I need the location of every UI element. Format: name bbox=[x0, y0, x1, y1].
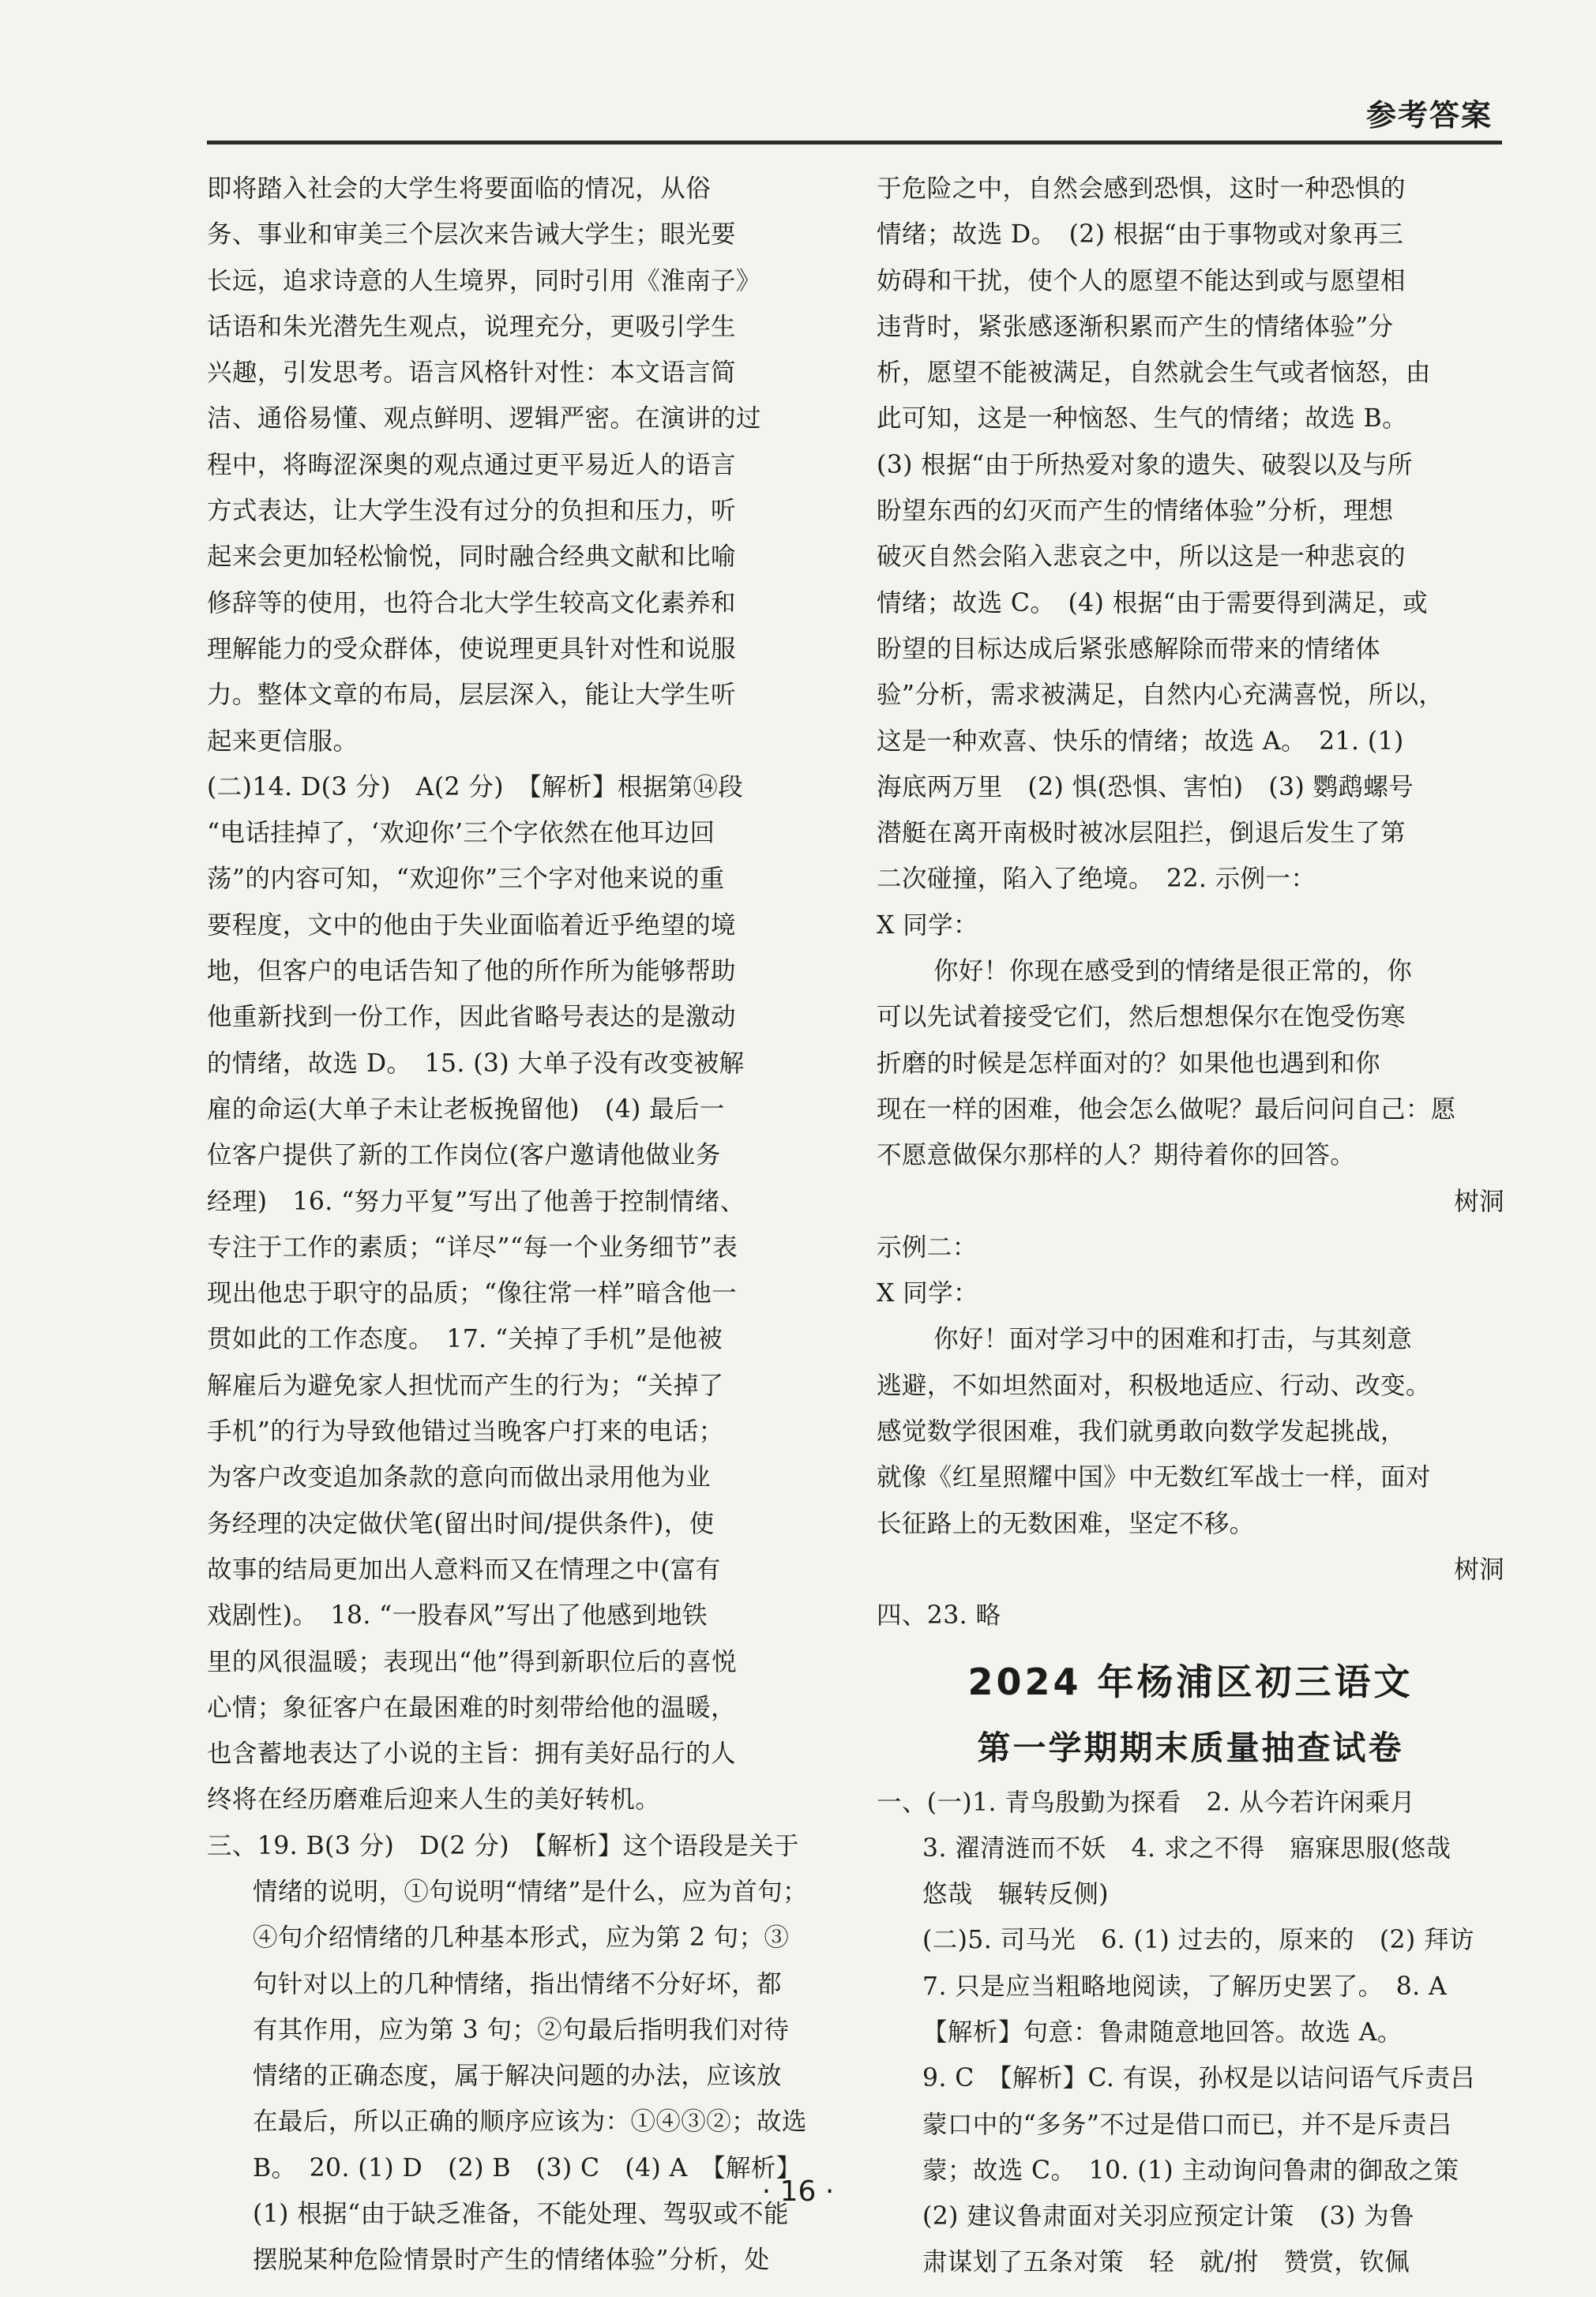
text-line: 的情绪，故选 D。 15. (3) 大单子没有改变被解 bbox=[207, 1049, 745, 1078]
text-line: (二)5. 司马光 6. (1) 过去的，原来的 (2) 拜访 bbox=[922, 1926, 1474, 1955]
text-line: 兴趣，引发思考。语言风格针对性：本文语言简 bbox=[207, 358, 736, 388]
text-line: (1) 根据“由于缺乏准备，不能处理、驾驭或不能 bbox=[253, 2200, 789, 2229]
section-answer: 四、23. 略 bbox=[877, 1601, 1001, 1631]
text-line: (2) 建议鲁肃面对关羽应预定计策 (3) 为鲁 bbox=[922, 2202, 1414, 2231]
text-line: 潜艇在离开南极时被冰层阻拦，倒退后发生了第 bbox=[877, 819, 1406, 848]
text-line: 地，但客户的电话告知了他的所作所为能够帮助 bbox=[207, 957, 736, 986]
text-line: 起来会更加轻松愉悦，同时融合经典文献和比喻 bbox=[207, 542, 736, 572]
text-line: 感觉数学很困难，我们就勇敢向数学发起挑战， bbox=[877, 1417, 1406, 1447]
text-line: 为客户改变追加条款的意向而做出录用他为业 bbox=[207, 1463, 712, 1492]
signature: 树洞 bbox=[1454, 1555, 1504, 1584]
text-line: 析，愿望不能被满足，自然就会生气或者恼怒，由 bbox=[877, 358, 1431, 388]
text-line: 他重新找到一份工作，因此省略号表达的是激动 bbox=[207, 1003, 736, 1032]
text-line: 此可知，这是一种恼怒、生气的情绪；故选 B。 bbox=[877, 404, 1407, 434]
text-line: 情绪；故选 C。 (4) 根据“由于需要得到满足，或 bbox=[877, 588, 1429, 617]
right-column bbox=[877, 166, 1504, 2286]
text-line: 里的风很温暖；表现出“他”得到新职位后的喜悦 bbox=[207, 1647, 738, 1676]
text-line: 在最后，所以正确的顺序应该为：①④③②；故选 bbox=[253, 2107, 807, 2137]
signature: 树洞 bbox=[1454, 1187, 1504, 1216]
text-line: 不愿意做保尔那样的人？期待着你的回答。 bbox=[877, 1141, 1356, 1170]
exam-title: 2024 年杨浦区初三语文 bbox=[967, 1660, 1414, 1703]
text-line: 蒙口中的“多务”不过是借口而已，并不是斥责吕 bbox=[922, 2110, 1453, 2139]
example-label: 示例二： bbox=[877, 1233, 978, 1262]
text-line: 现出他忠于职守的品质；“像往常一样”暗含他一 bbox=[207, 1279, 738, 1308]
header-divider bbox=[207, 141, 1502, 145]
text-line: 长远，追求诗意的人生境界，同时引用《淮南子》 bbox=[207, 266, 761, 295]
text-line: 肃谋划了五条对策 轻 就/拊 赞赏，钦佩 bbox=[922, 2248, 1410, 2277]
text-line: (二)14. D(3 分) A(2 分) 【解析】根据第⑭段 bbox=[207, 772, 744, 801]
text-line: 句针对以上的几种情绪，指出情绪不分好坏，都 bbox=[253, 1969, 782, 1999]
text-line: 务经理的决定做伏笔(留出时间/提供条件)，使 bbox=[207, 1509, 715, 1538]
text-line: 【解析】句意：鲁肃随意地回答。故选 A。 bbox=[922, 2017, 1403, 2047]
text-line: 方式表达，让大学生没有过分的负担和压力，听 bbox=[207, 497, 736, 526]
left-column bbox=[207, 166, 847, 2284]
text-line: 验”分析，需求被满足，自然内心充满喜悦，所以， bbox=[877, 681, 1444, 710]
text-line: 你好！你现在感受到的情绪是很正常的，你 bbox=[933, 957, 1413, 986]
text-line: 专注于工作的素质；“详尽”“每一个业务细节”表 bbox=[207, 1233, 738, 1262]
text-line: 贯如此的工作态度。 17. “关掉了手机”是他被 bbox=[207, 1325, 723, 1354]
text-line: 摆脱某种危险情景时产生的情绪体验”分析，处 bbox=[253, 2246, 770, 2275]
text-line: “电话挂掉了，‘欢迎你’三个字依然在他耳边回 bbox=[207, 819, 715, 848]
text-line: 这是一种欢喜、快乐的情绪；故选 A。 21. (1) bbox=[877, 726, 1404, 756]
text-line: 逃避，不如坦然面对，积极地适应、行动、改变。 bbox=[877, 1371, 1431, 1400]
text-line: 有其作用，应为第 3 句；②句最后指明我们对待 bbox=[253, 2015, 790, 2044]
text-line: 盼望的目标达成后紧张感解除而带来的情绪体 bbox=[877, 634, 1381, 663]
text-line: 7. 只是应当粗略地阅读，了解历史罢了。 8. A bbox=[922, 1972, 1448, 2001]
text-line: B。 20. (1) D (2) B (3) C (4) A 【解析】 bbox=[253, 2153, 802, 2183]
text-line: 三、19. B(3 分) D(2 分) 【解析】这个语段是关于 bbox=[207, 1831, 799, 1860]
text-line: 故事的结局更加出人意料而又在情理之中(富有 bbox=[207, 1555, 721, 1584]
text-line: 程中，将晦涩深奥的观点通过更平易近人的语言 bbox=[207, 450, 736, 479]
letter-greeting: X 同学： bbox=[877, 1279, 978, 1308]
text-line: 情绪；故选 D。 (2) 根据“由于事物或对象再三 bbox=[877, 220, 1404, 250]
text-line: 雇的命运(大单子未让老板挽留他) (4) 最后一 bbox=[207, 1094, 725, 1124]
text-line: X 同学： bbox=[877, 910, 978, 940]
text-line: 二次碰撞，陷入了绝境。 22. 示例一： bbox=[877, 865, 1316, 894]
text-line: (3) 根据“由于所热爱对象的遗失、破裂以及与所 bbox=[877, 450, 1413, 479]
text-line: 解雇后为避免家人担忧而产生的行为；“关掉了 bbox=[207, 1371, 724, 1400]
header-title: 参考答案 bbox=[1366, 98, 1493, 133]
text-line: 盼望东西的幻灭而产生的情绪体验”分析，理想 bbox=[877, 497, 1394, 526]
text-line: 你好！面对学习中的困难和打击，与其刻意 bbox=[933, 1325, 1413, 1354]
text-line: 力。整体文章的布局，层层深入，能让大学生听 bbox=[207, 681, 736, 710]
text-line: ④句介绍情绪的几种基本形式，应为第 2 句；③ bbox=[253, 1924, 790, 1953]
text-line: 蒙；故选 C。 10. (1) 主动询问鲁肃的御敌之策 bbox=[922, 2156, 1459, 2185]
page-number: · 16 · bbox=[761, 2175, 835, 2208]
text-line: 话语和朱光潜先生观点，说理充分，更吸引学生 bbox=[207, 312, 736, 341]
text-line: 于危险之中，自然会感到恐惧，这时一种恐惧的 bbox=[877, 175, 1406, 203]
text-line: 破灭自然会陷入悲哀之中，所以这是一种悲哀的 bbox=[877, 542, 1406, 572]
text-line: 起来更信服。 bbox=[207, 726, 359, 756]
text-line: 海底两万里 (2) 惧(恐惧、害怕) (3) 鹦鹉螺号 bbox=[877, 772, 1414, 801]
text-line: 也含蓄地表达了小说的主旨：拥有美好品行的人 bbox=[207, 1740, 736, 1769]
text-line: 3. 濯清涟而不妖 4. 求之不得 寤寐思服(悠哉 bbox=[922, 1833, 1451, 1863]
text-line: 手机”的行为导致他错过当晚客户打来的电话； bbox=[207, 1417, 724, 1447]
text-line: 违背时，紧张感逐渐积累而产生的情绪体验”分 bbox=[877, 312, 1394, 341]
text-line: 一、(一)1. 青鸟殷勤为探看 2. 从今若许闲乘月 bbox=[877, 1788, 1416, 1817]
text-line: 情绪的正确态度，属于解决问题的办法，应该放 bbox=[253, 2062, 782, 2091]
text-line: 终将在经历磨难后迎来人生的美好转机。 bbox=[207, 1785, 661, 1815]
text-line: 位客户提供了新的工作岗位(客户邀请他做业务 bbox=[207, 1141, 721, 1170]
text-line: 修辞等的使用，也符合北大学生较高文化素养和 bbox=[207, 588, 736, 617]
text-line: 要程度，文中的他由于失业面临着近乎绝望的境 bbox=[207, 910, 736, 940]
text-line: 长征路上的无数困难，坚定不移。 bbox=[877, 1509, 1255, 1538]
text-line: 妨碍和干扰，使个人的愿望不能达到或与愿望相 bbox=[877, 266, 1406, 295]
text-line: 经理) 16. “努力平复”写出了他善于控制情绪、 bbox=[207, 1187, 745, 1216]
text-line: 荡”的内容可知，“欢迎你”三个字对他来说的重 bbox=[207, 865, 725, 894]
text-line: 洁、通俗易懂、观点鲜明、逻辑严密。在演讲的过 bbox=[207, 404, 761, 434]
text-line: 9. C 【解析】C. 有误，孙权是以诘问语气斥责吕 bbox=[922, 2064, 1476, 2093]
text-line: 戏剧性)。 18. “一股春风”写出了他感到地铁 bbox=[207, 1601, 708, 1631]
text-line: 心情；象征客户在最困难的时刻带给他的温暖， bbox=[207, 1693, 736, 1722]
text-line: 就像《红星照耀中国》中无数红军战士一样，面对 bbox=[877, 1463, 1431, 1492]
text-line: 现在一样的困难，他会怎么做呢？最后问问自己：愿 bbox=[877, 1094, 1456, 1124]
text-line: 情绪的说明，①句说明“情绪”是什么，应为首句； bbox=[253, 1877, 808, 1906]
text-line: 即将踏入社会的大学生将要面临的情况，从俗 bbox=[207, 175, 712, 203]
exam-subtitle: 第一学期期末质量抽查试卷 bbox=[977, 1728, 1404, 1767]
text-line: 折磨的时候是怎样面对的？如果他也遇到和你 bbox=[877, 1049, 1381, 1078]
text-line: 悠哉 辗转反侧) bbox=[922, 1880, 1109, 1909]
text-line: 务、事业和审美三个层次来告诫大学生；眼光要 bbox=[207, 220, 736, 250]
text-line: 可以先试着接受它们，然后想想保尔在饱受伤寒 bbox=[877, 1003, 1406, 1032]
text-line: 理解能力的受众群体，使说理更具针对性和说服 bbox=[207, 634, 736, 663]
